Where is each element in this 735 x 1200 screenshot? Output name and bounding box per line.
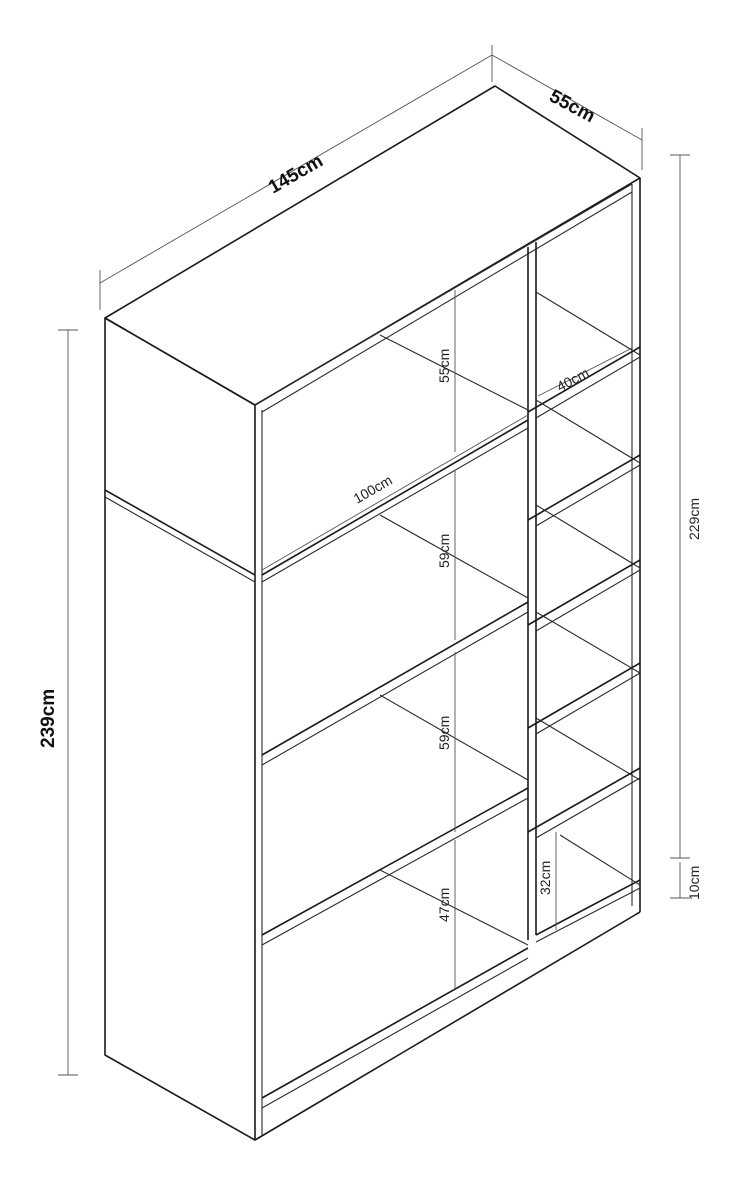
- column-shelf-5: [528, 768, 640, 832]
- shelf-3b: [262, 798, 528, 945]
- column-depth-6: [560, 835, 640, 885]
- lower-compartment-label: 47cm: [436, 887, 452, 922]
- shelf-2b: [262, 612, 528, 765]
- column-shelf-3: [528, 560, 640, 625]
- main-depth-2: [380, 515, 528, 598]
- column-depth-3: [536, 505, 640, 568]
- shelf-top-unit: [262, 420, 528, 575]
- main-depth-4: [380, 870, 528, 945]
- top-face: [105, 86, 640, 405]
- column-shelf-4b: [536, 673, 640, 734]
- shelf-width-dim-line: [262, 415, 528, 570]
- column-depth-4: [536, 612, 640, 673]
- shelf-top-unit-b: [262, 428, 528, 582]
- shelf-4: [262, 948, 528, 1098]
- column-shelf-2b: [536, 465, 640, 526]
- right-column: [528, 242, 640, 942]
- dimension-lines: [58, 45, 690, 1075]
- plinth-label: 10cm: [686, 865, 702, 900]
- main-depth-3: [380, 695, 528, 780]
- column-bottom-b: [536, 888, 640, 942]
- column-shelf-3b: [536, 570, 640, 631]
- shelf-3: [262, 788, 528, 935]
- top-unit-seam-side: [105, 490, 255, 575]
- bottom-front-edge: [255, 912, 640, 1140]
- total-width-label: 145cm: [265, 150, 327, 199]
- main-shelves: [262, 335, 528, 1108]
- side-height-label: 229cm: [686, 497, 702, 540]
- shelf-4b: [262, 958, 528, 1108]
- cabinet-outline: [105, 86, 640, 1140]
- column-depth-1: [536, 292, 640, 355]
- depth-label: 55cm: [545, 85, 599, 128]
- column-depth-label: 40cm: [553, 364, 592, 395]
- column-shelf-5b: [536, 778, 640, 838]
- shelf-2: [262, 602, 528, 755]
- column-depth-5: [536, 718, 640, 780]
- top-depth-label: 55cm: [436, 348, 452, 383]
- column-depth-2: [536, 400, 640, 463]
- total-height-label: 239cm: [38, 688, 59, 748]
- top-unit-seam-side-2: [105, 497, 255, 582]
- left-side-panel: [105, 318, 255, 1140]
- middle-compartment-label: 59cm: [436, 715, 452, 750]
- column-shelf-4: [528, 663, 640, 728]
- right-bottom-compartment-label: 32cm: [537, 860, 553, 895]
- main-depth-1: [380, 335, 528, 410]
- dimension-labels: [38, 86, 702, 922]
- upper-compartment-label: 59cm: [436, 533, 452, 568]
- shelf-width-label: 100cm: [350, 471, 395, 507]
